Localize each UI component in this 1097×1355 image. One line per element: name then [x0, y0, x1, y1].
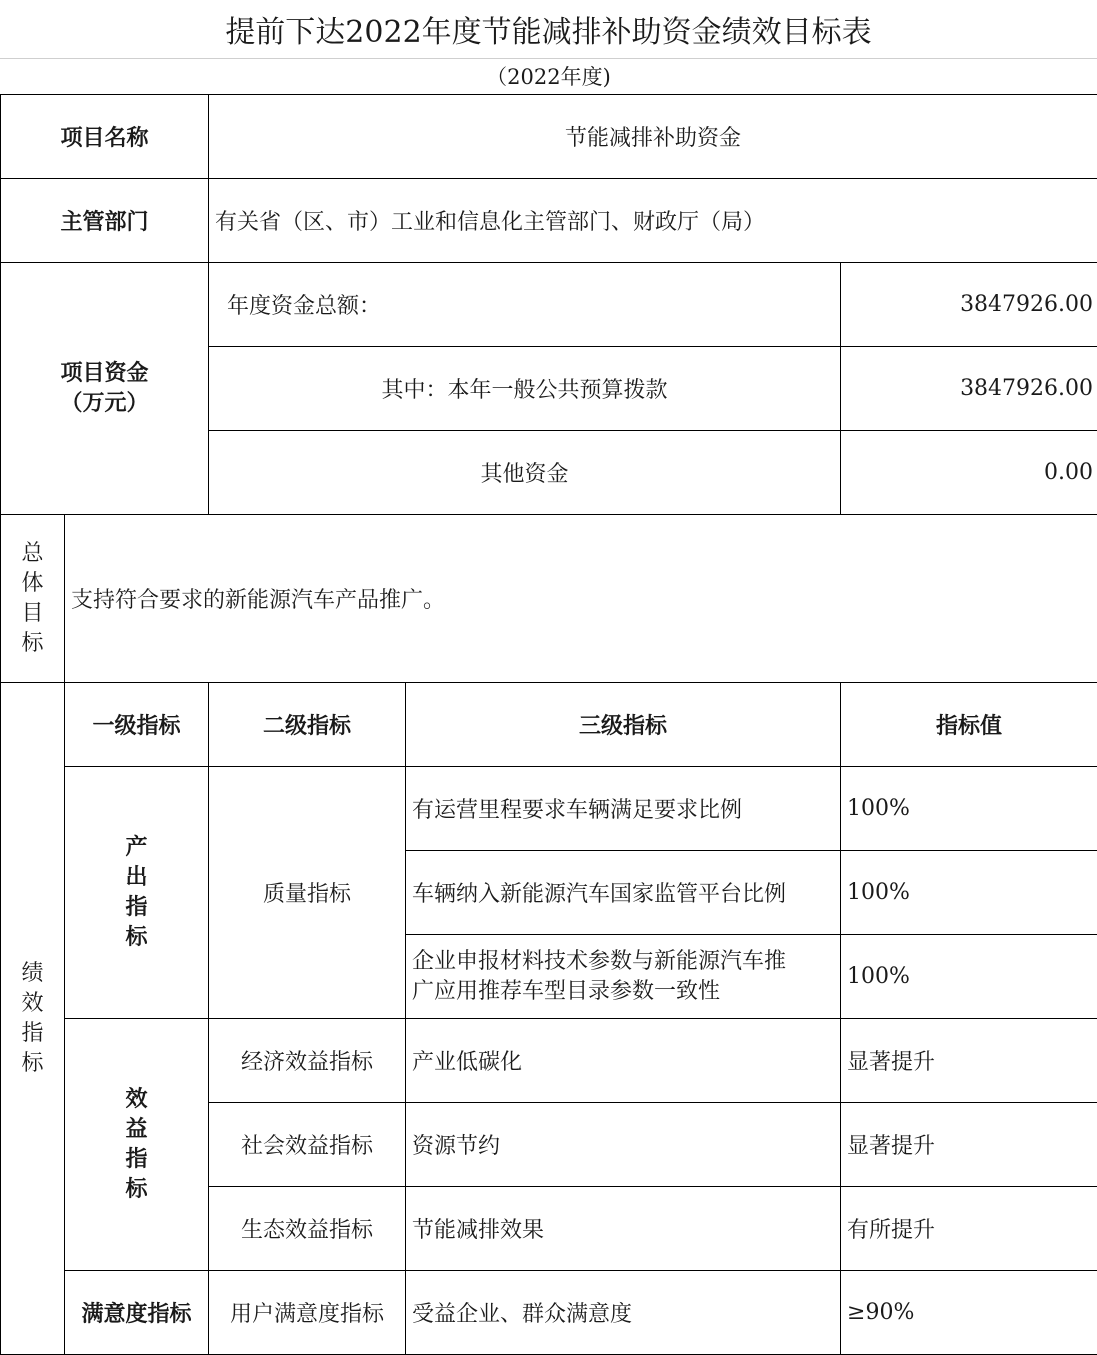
page-subtitle: （2022年度): [486, 65, 611, 89]
performance-target-table: [0, 94, 1097, 1355]
funds-budget-value: 3847926.00: [841, 347, 1097, 431]
project-name-value: 节能减排补助资金: [209, 95, 1097, 179]
funds-total-label: 年度资金总额：: [209, 263, 841, 347]
funds-label-line2: （万元）: [60, 390, 149, 416]
indicator-row: [1, 1019, 1097, 1103]
level2-indicator: 生态效益指标: [209, 1187, 406, 1271]
header-level2: 二级指标: [209, 683, 406, 767]
overall-goal-row: [1, 515, 1097, 683]
indicator-text: 车辆纳入新能源汽车国家监管平台比例: [406, 851, 841, 935]
indicator-text: 产业低碳化: [406, 1019, 841, 1103]
indicator-text: 节能减排效果: [406, 1187, 841, 1271]
funds-row: [1, 263, 1097, 347]
output-indicator-label: 产 出 指 标: [65, 767, 209, 1019]
funds-budget-label: 其中：本年一般公共预算拨款: [209, 347, 841, 431]
indicator-text: 资源节约: [406, 1103, 841, 1187]
indicator-row: [1, 1271, 1097, 1355]
indicator-text: 企业申报材料技术参数与新能源汽车推 广应用推荐车型目录参数一致性: [406, 935, 841, 1019]
indicator-value: 有所提升: [841, 1187, 1097, 1271]
funds-label: [1, 263, 209, 515]
header-value: 指标值: [841, 683, 1097, 767]
level2-indicator: 用户满意度指标: [209, 1271, 406, 1355]
indicator-value: 100%: [841, 851, 1097, 935]
performance-label: 绩 效 指 标: [1, 683, 65, 1355]
indicator-value: 显著提升: [841, 1103, 1097, 1187]
indicator-text: 受益企业、群众满意度: [406, 1271, 841, 1355]
department-value: 有关省（区、市）工业和信息化主管部门、财政厅（局）: [209, 179, 1097, 263]
funds-total-value: 3847926.00: [841, 263, 1097, 347]
project-name-label: 项目名称: [1, 95, 209, 179]
level2-indicator: 社会效益指标: [209, 1103, 406, 1187]
indicator-value: 100%: [841, 935, 1097, 1019]
indicator-text: 有运营里程要求车辆满足要求比例: [406, 767, 841, 851]
benefit-indicator-label: 效 益 指 标: [65, 1019, 209, 1271]
overall-goal-label: 总 体 目 标: [1, 515, 65, 683]
indicator-row: [1, 767, 1097, 851]
quality-indicator-label: 质量指标: [209, 767, 406, 1019]
level2-indicator: 经济效益指标: [209, 1019, 406, 1103]
satisfaction-indicator-label: 满意度指标: [65, 1271, 209, 1355]
indicator-value: 显著提升: [841, 1019, 1097, 1103]
header-level3: 三级指标: [406, 683, 841, 767]
header-level1: 一级指标: [65, 683, 209, 767]
project-name-row: [1, 95, 1097, 179]
page-title: 提前下达2022年度节能减排补助资金绩效目标表: [0, 0, 1097, 59]
overall-goal-text: 支持符合要求的新能源汽车产品推广。: [65, 515, 1097, 683]
indicator-value: 100%: [841, 767, 1097, 851]
funds-other-label: 其他资金: [209, 431, 841, 515]
department-row: [1, 179, 1097, 263]
indicator-header-row: [1, 683, 1097, 767]
indicator-value: ≥90%: [841, 1271, 1097, 1355]
department-label: 主管部门: [1, 179, 209, 263]
funds-other-value: 0.00: [841, 431, 1097, 515]
funds-label-line1: 项目资金: [60, 360, 149, 386]
